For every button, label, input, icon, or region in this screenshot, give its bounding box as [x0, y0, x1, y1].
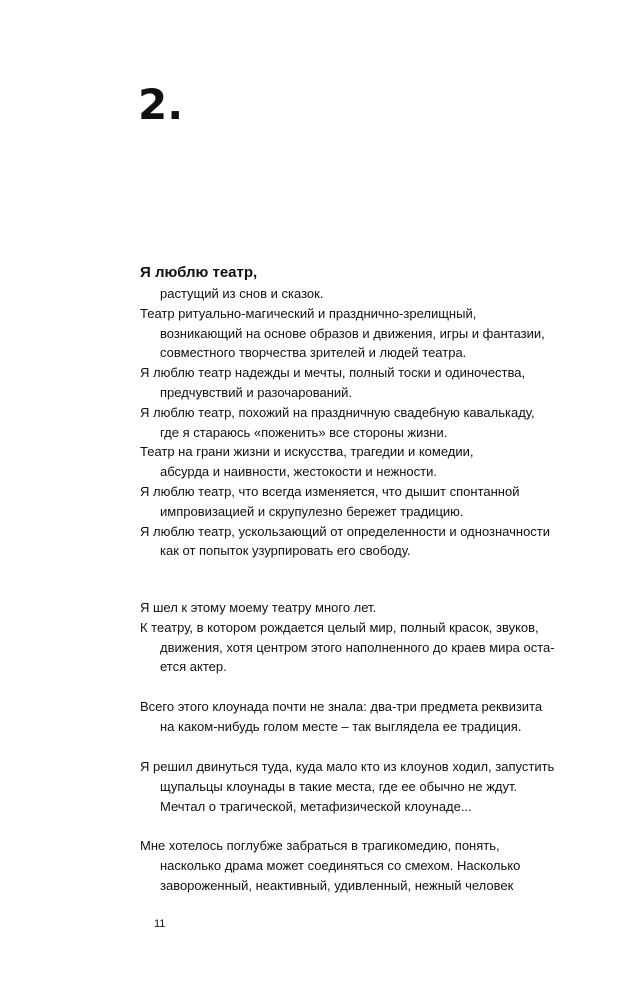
poem-line: абсурда и наивности, жестокости и нежности.	[160, 464, 437, 480]
poem-line: импровизацией и скрупулезно бережет традицию.	[160, 503, 464, 519]
chapter-number: 2.	[138, 80, 184, 129]
poem-line: Я люблю театр надежды и мечты, полный тоски и одиночества,	[140, 365, 526, 381]
poem-line: совместного творчества зрителей и людей театра.	[160, 345, 467, 361]
paragraph-text: Всего этого клоунада почти не знала: два-три предмета реквизита на каком-нибудь голом месте – так выглядела ее традиция.	[140, 699, 543, 734]
poem-line: где я стараюсь «поженить» все стороны жизни.	[160, 424, 448, 440]
paragraph-text: Мне хотелось поглубже забраться в трагикомедию, понять, насколько драма может соединяться со смехом. Насколько завороженный, неактивный, удивленный, нежный человек	[140, 838, 521, 893]
poem-line: как от попыток узурпировать его свободу.	[160, 543, 411, 559]
prose-paragraph-4	[140, 836, 560, 895]
poem-line: растущий из снов и сказок.	[160, 286, 324, 301]
poem-heading: Я люблю театр,	[140, 264, 258, 281]
paragraph-text: К театру, в котором рождается целый мир, полный красок, звуков, движения, хотя центром этого наполненного до краев мира оста-ется актер.	[140, 619, 555, 675]
prose-paragraph-2	[140, 697, 560, 737]
poem-line: Я люблю театр, ускользающий от определенности и однозначности	[140, 523, 551, 539]
prose-paragraph-1	[140, 598, 560, 677]
poem-line: Театр ритуально-магический и празднично-зрелищный,	[140, 305, 477, 321]
prose-paragraph-3	[140, 757, 560, 816]
poem-line: Я люблю театр, что всегда изменяется, что дышит спонтанной	[140, 483, 520, 499]
poem-line: предчувствий и разочарований.	[160, 384, 353, 400]
poem-line: Я люблю театр, похожий на праздничную свадебную кавалькаду,	[140, 404, 535, 420]
page-number: 11	[154, 918, 166, 930]
paragraph-line: Я шел к этому моему театру много лет.	[140, 600, 377, 615]
poem-block	[140, 262, 560, 561]
paragraph-text: Я решил двинуться туда, куда мало кто из клоунов ходил, запустить щупальцы клоунады в такие места, где ее обычно не ждут. Мечтал о трагической, метафизической клоунаде...	[140, 759, 555, 814]
poem-line: возникающий на основе образов и движения, игры и фантазии,	[160, 325, 545, 341]
poem-line: Театр на грани жизни и искусства, трагедии и комедии,	[140, 444, 474, 460]
